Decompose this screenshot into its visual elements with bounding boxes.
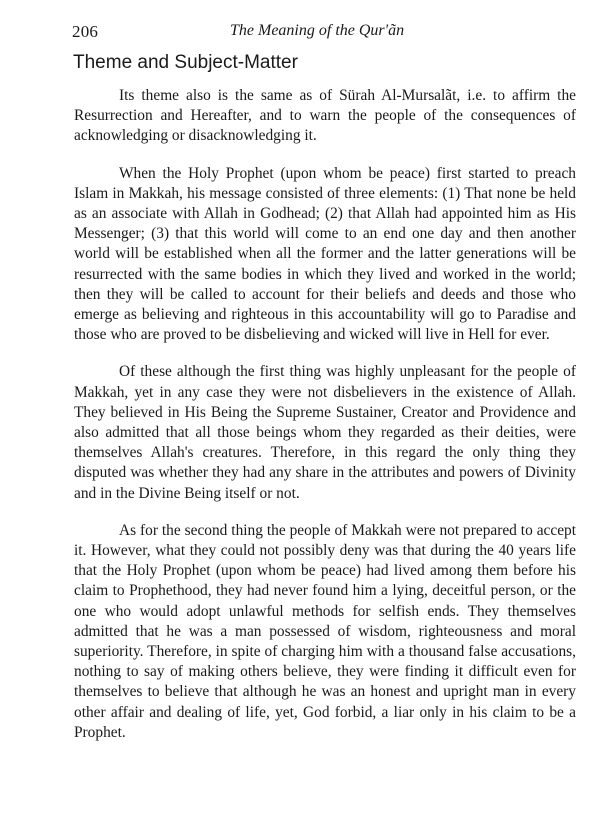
paragraph-prophethood: As for the second thing the people of Makkah were not prepared to accept it. However, what they could not possibly deny was that during the 40 years life that the Holy Prophet (upon whom be peace) had lived among them before his claim to Prophethood, they had never found him a lying, deceitful person, or the one who would adopt unlawful methods for selfish ends. They themselves admitted that he was a man possessed of wisdom, righteousness and moral superiority. Therefore, in spite of charging him with a thousand false accusations, nothing to say of making others believe, they were finding it difficult even for themselves to believe that although he was an honest and upright man in every other affair and dealing of life, yet, God forbid, a liar only in his claim to be a Prophet. — [74, 521, 576, 741]
body-text — [74, 86, 576, 760]
paragraph-belief-in-allah: Of these although the first thing was highly unpleasant for the people of Makkah, yet in any case they were not disbelievers in the existence of Allah. They believed in His Being the Supreme Sustainer, Creator and Providence and also admitted that all those beings whom they regarded as their deities, were themselves Allah's creatures. Therefore, in this regard the only thing they disputed was whether they had any share in the attributes and powers of Divinity and in the Divine Being itself or not. — [74, 363, 576, 502]
page-number: 206 — [72, 22, 99, 41]
running-title: The Meaning of the Qur'ãn — [230, 22, 405, 39]
paragraph-three-elements: When the Holy Prophet (upon whom be peace) first started to preach Islam in Makkah, his message consisted of three elements: (1) That none be held as an associate with Allah in Godhead; (2) that Allah had appointed him as His Messenger; (3) that this world will come to an end one day and then another world will be established when all the former and the latter generations will be resurrected with the same bodies in which they lived and worked in the world; then they will be called to account for their beliefs and deeds and those who emerge as believing and righteous in this accountability will go to Paradise and those who are proved to be disbelieving and wicked will live in Hell for ever. — [74, 164, 576, 344]
paragraph-theme: Its theme also is the same as of Sürah Al-Mursalãt, i.e. to affirm the Resurrection and Hereafter, and to warn the people of the consequences of acknowledging or disacknowledging it. — [74, 87, 576, 145]
section-title: Theme and Subject-Matter — [73, 52, 298, 73]
